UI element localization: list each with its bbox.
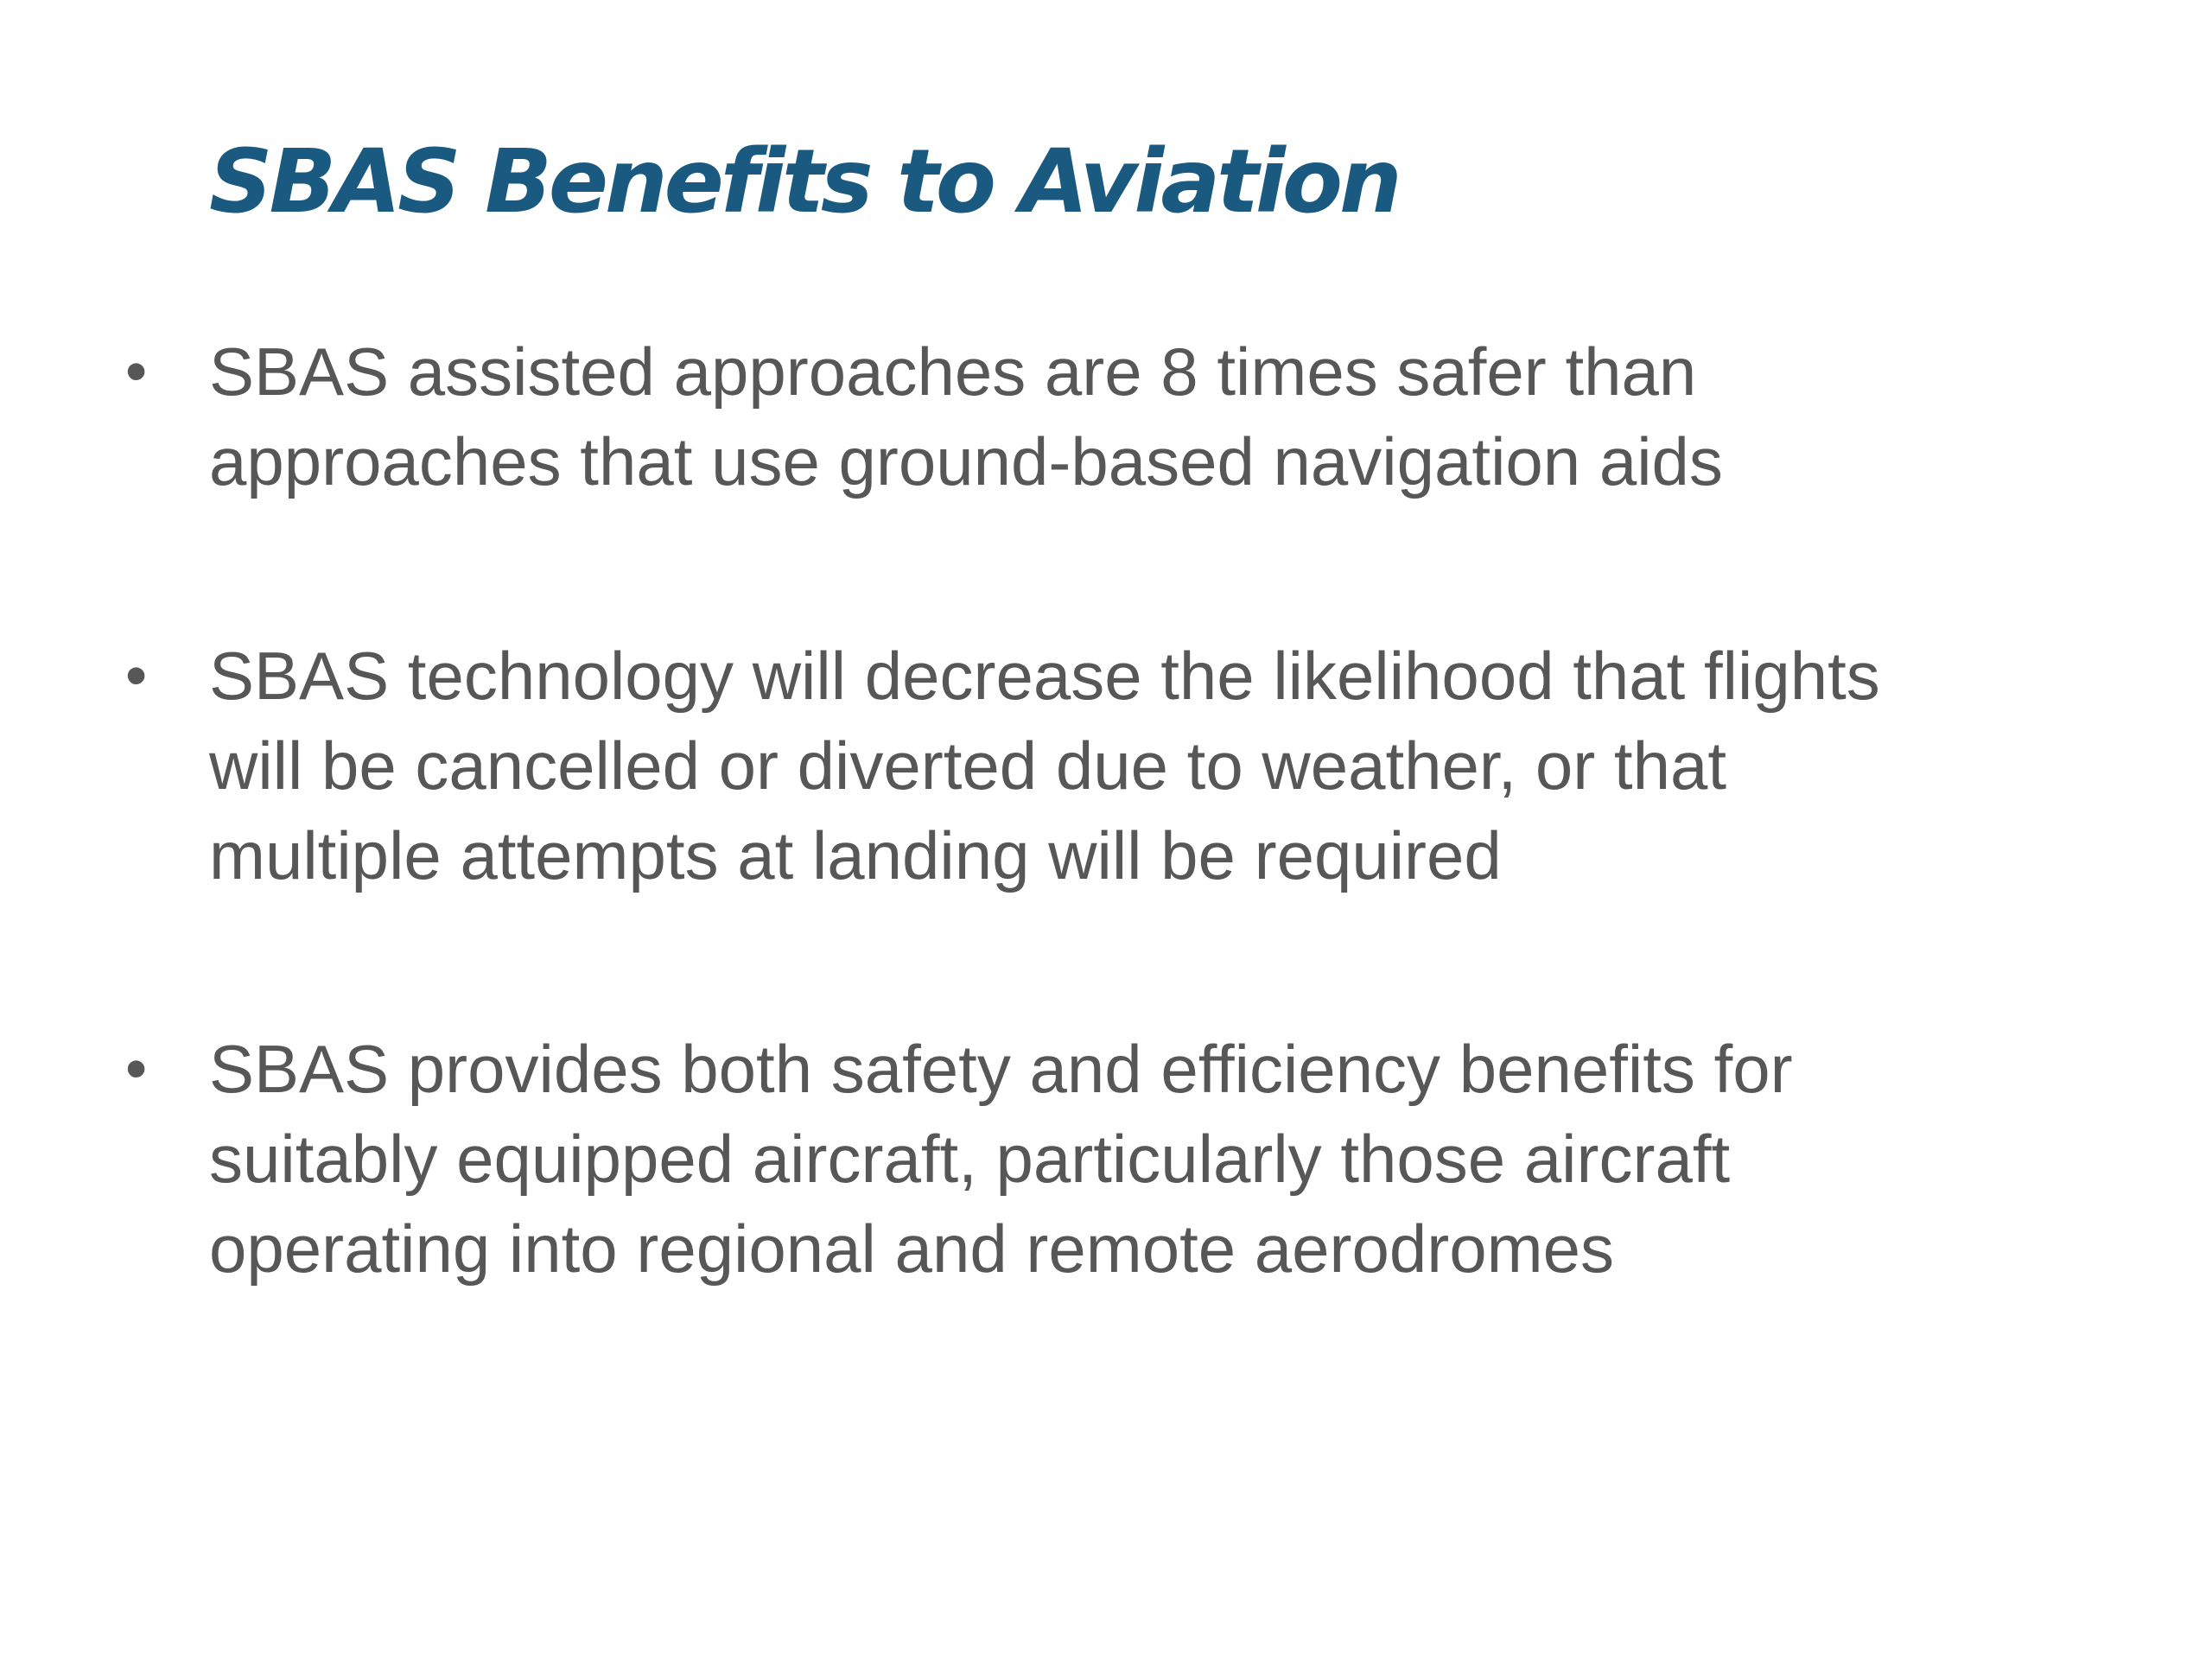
bullet-line: will be cancelled or diverted due to weather, or that xyxy=(209,728,1727,804)
slide-title: SBAS Benefits to Aviation xyxy=(209,130,1399,233)
bullet-line: multiple attempts at landing will be required xyxy=(209,817,1502,893)
bullet-line: suitably equipped aircraft, particularly those aircraft xyxy=(209,1121,1731,1197)
bullet-line: SBAS assisted approaches are 8 times safer than xyxy=(209,334,1697,410)
bullet-point-icon: • xyxy=(125,1034,148,1103)
bullet-line: SBAS technology will decrease the likelihood that flights xyxy=(209,638,1880,714)
bullet-line: approaches that use ground-based navigation aids xyxy=(209,423,1723,499)
bullet-line: operating into regional and remote aerodromes xyxy=(209,1211,1615,1287)
bullet-line: SBAS provides both safety and efficiency benefits for xyxy=(209,1031,1793,1107)
bullet-point-icon: • xyxy=(125,337,148,406)
bullet-text xyxy=(209,631,2067,900)
bullet-point-icon: • xyxy=(125,641,148,710)
bullet-text xyxy=(209,327,2067,506)
bullet-text xyxy=(209,1024,2067,1294)
